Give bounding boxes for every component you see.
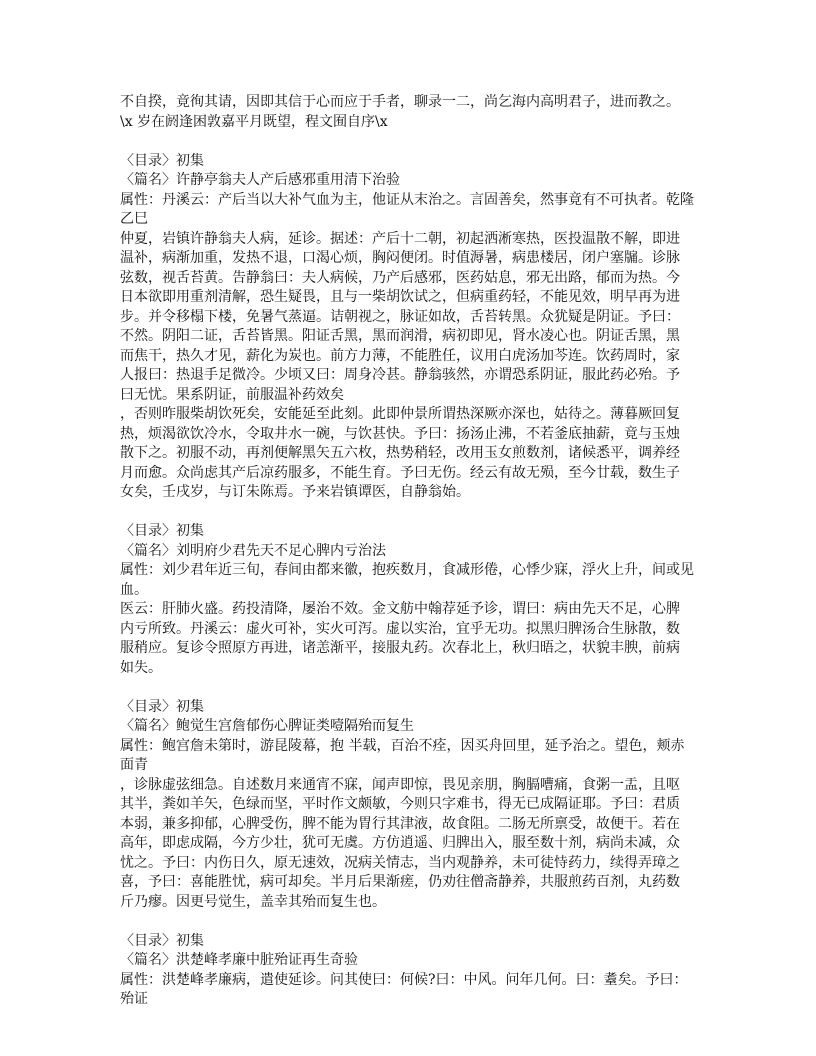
entry-text-line: 血。 xyxy=(120,581,148,598)
entry-text-line: 仲夏，岩镇许静翁夫人病，延诊。据述：产后十二朝，初起洒淅寒热，医投温散不解，即进 xyxy=(120,230,680,247)
entry-text-line: 曰无忧。果系阴证，前服温补药效矣 xyxy=(120,386,344,403)
entry-text-line: 月而愈。众尚虑其产后凉药服多，不能生育。予曰无伤。经云有故无殒，至今廿载，数生子 xyxy=(120,464,680,481)
entry-text-line: 女矣，壬戌岁，与订朱陈焉。予来岩镇谭医，自静翁始。 xyxy=(120,484,470,500)
blank-line xyxy=(120,678,700,698)
entry-title: 〈篇名〉刘明府少君先天不足心脾内亏治法 xyxy=(120,542,386,559)
preface-line: 不自揆，竟徇其请，因即其信于心而应于手者，聊录一二，尚乞海内高明君子，进而教之。 xyxy=(120,94,680,110)
entry-text-line: 散下之。初服不动，再剂便解黑矢五六枚，热势稍轻，改用玉女煎数剂，诸候悉平，调养经 xyxy=(120,445,680,461)
entry-text-line: 而焦干，热久才见，薪化为炭也。前方力薄，不能胜任，议用白虎汤加芩连。饮药周时，家 xyxy=(120,347,680,364)
entry-text-line: 其半，粪如羊矢，色绿而坚，平时作文颇敏，今则只字难书，得无已成隔证耶。予曰：君质 xyxy=(120,796,680,812)
entry-catalog: 〈目录〉初集 xyxy=(120,523,204,539)
preface-line: \x 岁在阏逢困敦嘉平月既望，程文囿自序\x xyxy=(120,113,388,130)
entry-catalog: 〈目录〉初集 xyxy=(120,698,204,715)
entry-text-line: 乙巳 xyxy=(120,211,148,227)
entry-text-line: 服稍应。复诊令照原方再进，诸恙渐平，接服丸药。次春北上，秋归晤之，状貌丰腴，前病 xyxy=(120,640,680,656)
entry-text-line: ，否则昨服柴胡饮死矣，安能延至此刻。此即仲景所谓热深厥亦深也，姑待之。薄暮厥回复 xyxy=(120,406,680,422)
entry-text-line: 属性：鲍宫詹未第时，游昆陵幕，抱 半载，百治不痊，因买舟回里，延予治之。望色，颊赤 xyxy=(120,737,685,754)
entry-catalog: 〈目录〉初集 xyxy=(120,932,204,949)
entry-text-line: 属性：丹溪云：产后当以大补气血为主，他证从末治之。言固善矣，然事竟有不可执者。乾隆 xyxy=(120,191,694,208)
entry-title: 〈篇名〉洪楚峰孝廉中脏殆证再生奇验 xyxy=(120,952,358,968)
blank-line xyxy=(120,912,700,932)
entry-text-line: 不然。阴阳二证，舌苔皆黑。阳证舌黑，黑而润滑，病初即见，肾水凌心也。阴证舌黑，黑 xyxy=(120,328,680,344)
entry-title: 〈篇名〉鲍觉生宫詹郁伤心脾证类噎隔殆而复生 xyxy=(120,718,414,734)
entry-text-line: 医云：肝肺火盛。药投清降，屡治不效。金文舫中翰荐延予诊，谓曰：病由先天不足，心脾 xyxy=(120,601,680,617)
entry-text-line: 属性：刘少君年近三旬，春间由都来徽，抱疾数月，食减形倦，心悸少寐，浮火上升，间或见 xyxy=(120,562,694,578)
entry-text-line: 殆证 xyxy=(120,991,148,1007)
entry-text-line: 内亏所致。丹溪云：虚火可补，实火可泻。虚以实治，宜乎无功。拟黑归脾汤合生脉散，数 xyxy=(120,620,680,637)
blank-line xyxy=(120,503,700,523)
entry-text-line: 如失。 xyxy=(120,659,162,676)
document-page xyxy=(120,93,700,1010)
entry-text-line: 步。并令移榻下楼，免暑气蒸逼。诘朝视之，脉证如故，舌苔转黑。众犹疑是阴证。予曰： xyxy=(120,308,680,325)
entry-text-line: 斤乃瘳。因更号觉生，盖幸其殆而复生也。 xyxy=(120,893,386,910)
entry-text-line: 高年，即虑成隔，今方少壮，犹可无虞。方仿逍遥、归脾出入，服至数十剂，病尚未减，众 xyxy=(120,835,680,851)
entry-catalog: 〈目录〉初集 xyxy=(120,152,204,169)
entry-text-line: 弦数，视舌苔黄。告静翁曰：夫人病候，乃产后感邪，医药姑息，邪无出路，郁而为热。今 xyxy=(120,269,680,286)
entry-text-line: 本弱，兼多抑郁，心脾受伤，脾不能为胃行其津液，故食阻。二肠无所禀受，故便干。若在 xyxy=(120,815,680,832)
entry-text-line: 喜，予曰：喜能胜忧，病可却矣。半月后果渐瘥，仍劝往僧斋静养，共服煎药百剂，丸药数 xyxy=(120,874,680,890)
entry-text-line: 属性：洪楚峰孝廉病，遣使延诊。问其使曰：何候?曰：中风。问年几何。曰：耋矣。予曰： xyxy=(120,971,688,988)
entry-text-line: ，诊脉虚弦细急。自述数月来通宵不寐，闻声即惊，畏见亲朋，胸膈嘈痛，食粥一盂，且呕 xyxy=(120,776,680,793)
entry-title: 〈篇名〉许静亭翁夫人产后感邪重用清下治验 xyxy=(120,172,400,188)
blank-line xyxy=(120,132,700,152)
entry-text-line: 温补，病渐加重，发热不退，口渴心烦，胸闷便闭。时值溽暑，病患楼居，闭户塞牖。诊脉 xyxy=(120,250,680,266)
entry-text-line: 热，烦渴欲饮冷水，令取井水一碗，与饮甚快。予曰：扬汤止沸，不若釜底抽薪，竟与玉烛 xyxy=(120,425,680,442)
entry-text-line: 人报曰：热退手足微冷。少顷又曰：周身冷甚。静翁骇然，亦谓恐系阴证，服此药必殆。予 xyxy=(120,367,680,383)
entry-text-line: 忧之。予曰：内伤日久，原无速效，况病关情志，当内观静养，未可徒恃药力，续得弄璋之 xyxy=(120,854,680,871)
entry-text-line: 日本欲即用重剂清解，恐生疑畏，且与一柴胡饮试之，但病重药轻，不能见效，明早再为进 xyxy=(120,289,680,305)
entry-text-line: 面青 xyxy=(120,757,148,773)
